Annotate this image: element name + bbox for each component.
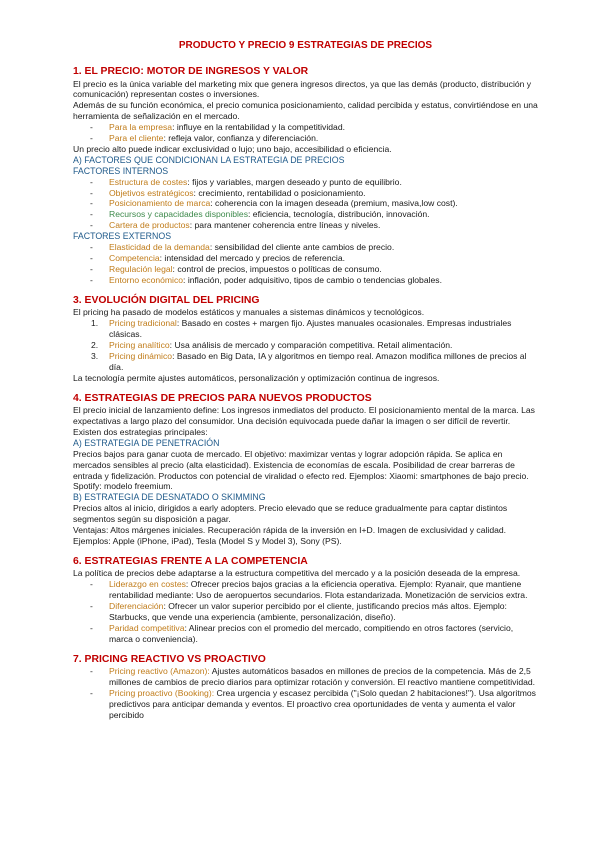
section-1-intro-1: El precio es la única variable del marketing mix que genera ingresos directos, ya que las demás (producto, distribución y comunicación) representan costes o inversiones.: [73, 78, 532, 100]
section-4-heading: 4. ESTRATEGIAS DE PRECIOS PARA NUEVOS PRODUCTOS: [73, 392, 372, 404]
list-item-text: Crea urgencia y escasez percibida ("¡Solo quedan 2 habitaciones!"). Usa algoritmos predictivos para anticipar demanda y eventos. El proactivo crea oportunidades de venta y aumenta el valor percibido: [109, 688, 536, 720]
section-3-list: [91, 318, 538, 373]
list-item-term: Diferenciación: [109, 601, 164, 612]
list-item-term: Competencia: [109, 253, 160, 263]
section-4-text-b: Precios altos al inicio, dirigidos a early adopters. Precio elevado que se reduce gradualmente para captar distintos segmentos según su disposición a pagar.: [73, 503, 508, 525]
list-item-term: Pricing tradicional: [109, 318, 177, 329]
list-item: [91, 340, 538, 351]
list-item: [90, 188, 538, 199]
section-6-list: [90, 579, 538, 644]
list-item-text: : sensibilidad del cliente ante cambios de precio.: [209, 242, 395, 253]
list-item-text: : crecimiento, rentabilidad o posicionamiento.: [193, 187, 366, 198]
list-item-term: Pricing reactivo (Amazon):: [109, 666, 210, 677]
section-4-intro: El precio inicial de lanzamiento define: Los ingresos inmediatos del producto. El posicionamiento mental de la marca. Las expectativas a largo plazo del consumidor. Una decisión equivocada puede dañar la imagen o ser difícil de revertir. Existen dos estrategias principales:: [73, 405, 535, 437]
section-7-heading: 7. PRICING REACTIVO VS PROACTIVO: [73, 653, 266, 665]
section-4-subheading-a: A) ESTRATEGIA DE PENETRACIÓN: [73, 437, 220, 448]
document-title: PRODUCTO Y PRECIO 9 ESTRATEGIAS DE PRECIOS: [178, 40, 433, 51]
list-item-text: : intensidad del mercado y precios de referencia.: [159, 253, 345, 263]
list-item-term: Para el cliente: [109, 133, 164, 144]
list-item-term: Paridad competitiva: [109, 622, 185, 633]
list-item: [90, 220, 538, 231]
section-1-list: [90, 122, 538, 144]
list-item-text: : para mantener coherencia entre líneas y niveles.: [189, 220, 381, 231]
list-item: [90, 253, 538, 264]
section-3-closing: La tecnología permite ajustes automáticos, personalización y optimización continua de ingresos.: [73, 372, 440, 383]
list-item: [90, 209, 538, 220]
list-item-number: 2.: [91, 339, 99, 350]
list-item-text: Ajustes automáticos basados en millones de precios de la competencia. Más de 2,5 millones de cambios de precio diarios para optimizar rotación y conversión. El reactivo mantiene competitividad.: [109, 666, 536, 688]
list-item-term: Posicionamiento de marca: [109, 198, 211, 209]
list-item: [90, 275, 538, 286]
list-item-term: Regulación legal: [109, 263, 173, 274]
list-item-term: Entorno económico: [109, 274, 184, 285]
section-1-intro-2: Además de su función económica, el precio comunica posicionamiento, calidad percibida y estatus, convirtiéndose en una herramienta de señalización en el mercado.: [73, 100, 538, 122]
list-item-term: Objetivos estratégicos: [109, 187, 194, 198]
list-item: [91, 351, 538, 373]
list-item-term: Estructura de costes: [109, 176, 188, 187]
section-3-intro: El pricing ha pasado de modelos estáticos y manuales a sistemas dinámicos y tecnológicos.: [73, 307, 425, 318]
list-item: [90, 122, 538, 133]
list-item-text: : Basado en Big Data, IA y algoritmos en tiempo real. Amazon modifica millones de precios al día.: [109, 350, 527, 372]
list-item-text: : inflación, poder adquisitivo, tipos de cambio o tendencias globales.: [183, 274, 442, 285]
list-item: [90, 198, 538, 209]
section-1-subheading-a: A) FACTORES QUE CONDICIONAN LA ESTRATEGIA DE PRECIOS: [73, 154, 345, 165]
list-item-term: Pricing analítico: [109, 339, 170, 350]
list-item: [90, 601, 538, 623]
section-6-heading: 6. ESTRATEGIAS FRENTE A LA COMPETENCIA: [73, 555, 308, 567]
external-factors-list: [90, 242, 538, 286]
list-item-term: Pricing proactivo (Booking):: [109, 688, 215, 698]
internal-factors-list: [90, 177, 538, 232]
list-item-text: : Ofrecer precios bajos gracias a la eficiencia operativa. Ejemplo: Ryanair, que mantiene rentabilidad mediante: Uso de aeropuertos secundarios. Flota estandarizada. Monetización de servicios extra.: [109, 579, 528, 601]
list-item: [90, 177, 538, 188]
list-item-term: Liderazgo en costes: [109, 579, 186, 590]
list-item-text: : fijos y variables, margen deseado y punto de equilibrio.: [187, 176, 402, 187]
external-factors-label: FACTORES EXTERNOS: [73, 231, 172, 242]
section-7-list: [90, 666, 538, 721]
section-4-subheading-b: B) ESTRATEGIA DE DESNATADO O SKIMMING: [73, 492, 266, 503]
section-3-heading: 3. EVOLUCIÓN DIGITAL DEL PRICING: [73, 294, 260, 306]
list-item: [90, 623, 538, 645]
section-4-text-a: Precios bajos para ganar cuota de mercado. El objetivo: maximizar ventas y lograr adopción rápida. Se aplica en mercados sensibles al precio (alta elasticidad). Existencia de economías de escala. Posibilidad de crear barreras de entrada y fidelización. Productos con potencial de viralidad o efecto red. Ejemplos: Xiaomi: smartphones de bajo precio. Spotify: modelo freemium.: [73, 448, 529, 492]
list-item-text: : Usa análisis de mercado y comparación competitiva. Retail alimentación.: [169, 339, 453, 350]
list-item-text: : Basado en costes + margen fijo. Ajustes manuales ocasionales. Empresas industriales clásicas.: [109, 318, 512, 340]
list-item-text: : Ofrecer un valor superior percibido por el cliente, justificando precios más altos. Ejemplo: Starbucks, que vende una experiencia (ambiente, personalización, diseño).: [109, 601, 507, 622]
list-item-text: : influye en la rentabilidad y la competitividad.: [172, 122, 345, 133]
list-item-number: 3.: [91, 350, 99, 361]
list-item: [90, 133, 538, 144]
list-item: [90, 666, 538, 688]
list-item: [91, 318, 538, 340]
section-1-closing: Un precio alto puede indicar exclusividad o lujo; uno bajo, accesibilidad o eficiencia.: [73, 143, 392, 154]
section-1-heading: 1. EL PRECIO: MOTOR DE INGRESOS Y VALOR: [73, 66, 309, 77]
list-item-number: 1.: [91, 318, 99, 329]
section-4-text-b2: Ventajas: Altos márgenes iniciales. Recuperación rápida de la inversión en I+D. Imagen de exclusividad y calidad. Ejemplos: Apple (iPhone, iPad), Tesla (Model S y Model 3), Sony (PS).: [73, 525, 507, 546]
list-item-text: : eficiencia, tecnología, distribución, innovación.: [248, 209, 430, 220]
section-6-intro: La política de precios debe adaptarse a la estructura competitiva del mercado y a la posición deseada de la empresa.: [73, 568, 521, 579]
list-item-text: : coherencia con la imagen deseada (premium, masiva,low cost).: [210, 198, 458, 209]
list-item-text: : control de precios, impuestos o políticas de consumo.: [172, 263, 382, 274]
list-item-text: : Alinear precios con el promedio del mercado, compitiendo en otros factores (servicio, marca o conveniencia).: [109, 622, 514, 644]
list-item-term: Cartera de productos: [109, 220, 190, 231]
list-item-term: Pricing dinámico: [109, 350, 173, 361]
list-item: [90, 579, 538, 601]
list-item-term: Para la empresa: [109, 122, 173, 133]
list-item-text: : refleja valor, confianza y diferenciación.: [163, 133, 319, 144]
list-item: [90, 688, 538, 721]
list-item: [90, 242, 538, 253]
list-item-term: Elasticidad de la demanda: [109, 242, 210, 253]
internal-factors-label: FACTORES INTERNOS: [73, 165, 169, 176]
list-item-term: Recursos y capacidades disponibles: [109, 209, 249, 220]
list-item: [90, 264, 538, 275]
